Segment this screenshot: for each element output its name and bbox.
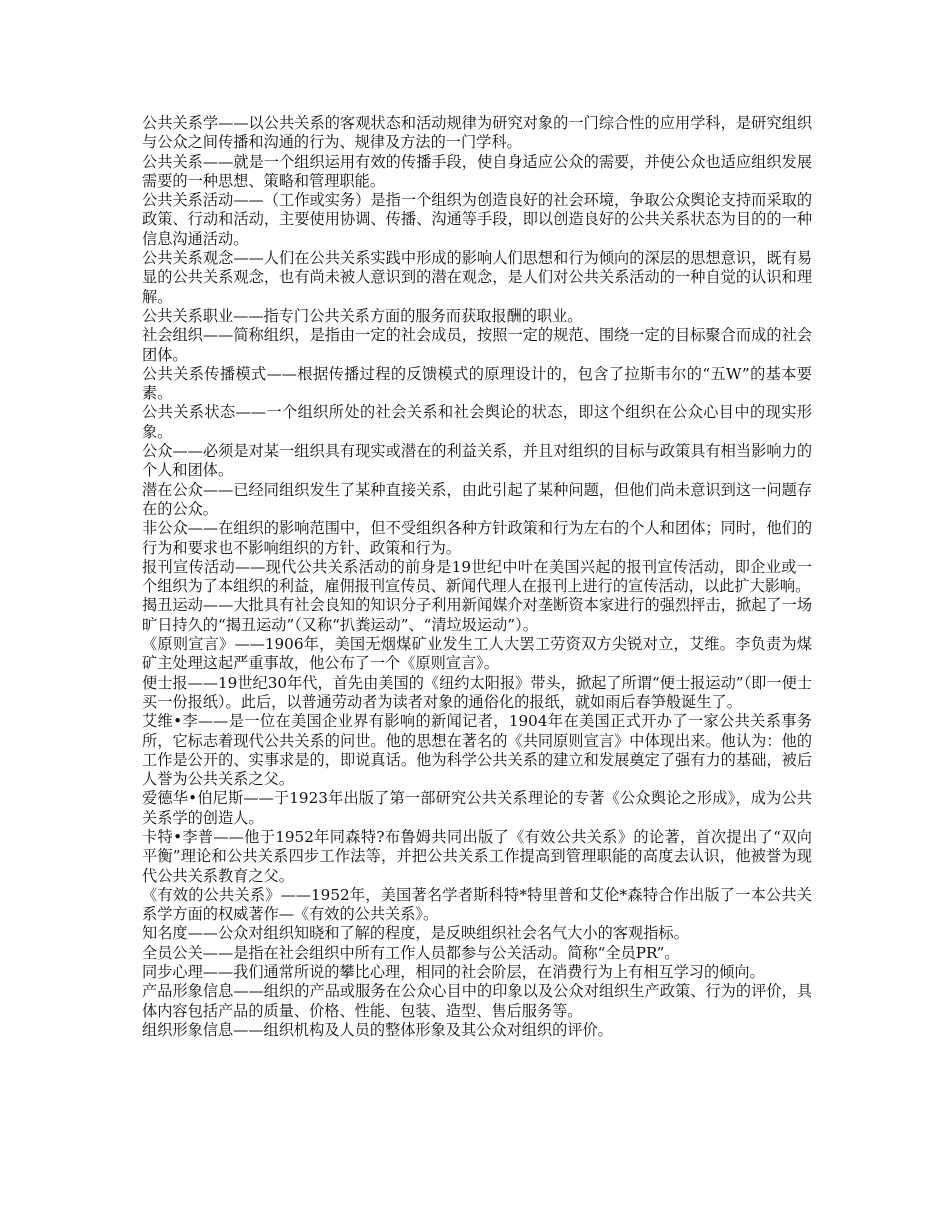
entry-latent-public: 潜在公众——已经同组织发生了某种直接关系，由此引起了某种问题，但他们尚未意识到这一问题存在的公众。: [142, 480, 812, 518]
entry-communication-model: 公共关系传播模式——根据传播过程的反馈模式的原理设计的，包含了拉斯韦尔的“五W”的基本要素。: [142, 364, 812, 403]
entry-edward-bernays: 爱德华•伯尼斯——于1923年出版了第一部研究公共关系理论的专著《公众舆论之形成》，成为公共关系学的创造人。: [142, 789, 812, 827]
entry-penny-press: 便士报——19世纪30年代，首先由美国的《纽约太阳报》带头，掀起了所谓“便士报运动”（即一便士买一份报纸）。此后，以普通劳动者为读者对象的通俗化的报纸，就如雨后春笋般诞生了。: [142, 673, 812, 711]
entry-product-image-information: 产品形象信息——组织的产品或服务在公众心目中的印象以及公众对组织生产政策、行为的评价，具体内容包括产品的质量、价格、性能、包装、造型、售后服务等。: [142, 982, 812, 1020]
entry-cutlip: 卡特•李普——他于1952年同森特?布鲁姆共同出版了《有效公共关系》的论著，首次提出了“双向平衡”理论和公共关系四步工作法等，并把公共关系工作提高到管理职能的高度去认识，他被誉为现代公共关系教育之父。: [142, 827, 812, 885]
entry-non-public: 非公众——在组织的影响范围中，但不受组织各种方针政策和行为左右的个人和团体；同时，他们的行为和要求也不影响组织的方针、政策和行为。: [142, 519, 812, 557]
entry-public-relations-state: 公共关系状态——一个组织所处的社会关系和社会舆论的状态，即这个组织在公众心目中的现实形象。: [142, 403, 812, 441]
entry-awareness: 知名度——公众对组织知晓和了解的程度，是反映组织社会名气大小的客观指标。: [142, 924, 689, 943]
entry-organization-image-information: 组织形象信息——组织机构及人员的整体形象及其公众对组织的评价。: [142, 1020, 613, 1039]
entry-public-relations-studies: 公共关系学——以公共关系的客观状态和活动规律为研究对象的一门综合性的应用学科，是研究组织与公众之间传播和沟通的行为、规律及方法的一门学科。: [142, 114, 812, 152]
entry-public-relations: 公共关系——就是一个组织运用有效的传播手段，使自身适应公众的需要，并使公众也适应组织发展需要的一种思想、策略和管理职能。: [142, 152, 812, 190]
entry-public-relations-concept: 公共关系观念——人们在公共关系实践中形成的影响人们思想和行为倾向的深层的思想意识，既有易显的公共关系观念，也有尚未被人意识到的潜在观念，是人们对公共关系活动的一种自觉的认识和理解。: [142, 249, 812, 306]
entry-muckraking: 揭丑运动——大批具有社会良知的知识分子利用新闻媒介对垄断资本家进行的强烈抨击，掀起了一场旷日持久的“揭丑运动”（又称“扒粪运动”、“清垃圾运动”）。: [142, 596, 812, 634]
entry-public-relations-activity: 公共关系活动——（工作或实务）是指一个组织为创造良好的社会环境，争取公众舆论支持而采取的政策、行动和活动，主要使用协调、传播、沟通等手段，即以创造良好的公共关系状态为目的的一种信息沟通活动。: [142, 191, 812, 248]
entry-social-organization: 社会组织——简称组织，是指由一定的社会成员，按照一定的规范、围绕一定的目标聚合而成的社会团体。: [142, 326, 812, 364]
entry-public-relations-profession: 公共关系职业——指专门公共关系方面的服务而获取报酬的职业。: [142, 306, 583, 325]
entry-total-pr: 全员公关——是指在社会组织中所有工作人员都参与公关活动。简称“全员PR”。: [142, 943, 680, 962]
document-body: [142, 114, 812, 1040]
entry-declaration-of-principles: 《原则宣言》——1906年，美国无烟煤矿业发生工人大罢工劳资双方尖锐对立，艾维。李负责为煤矿主处理这起严重事故，他公布了一个《原则宣言》。: [142, 635, 812, 673]
entry-public: 公众——必须是对某一组织具有现实或潜在的利益关系，并且对组织的目标与政策具有相当影响力的个人和团体。: [142, 442, 812, 480]
entry-ivy-lee: 艾维•李——是一位在美国企业界有影响的新闻记者，1904年在美国正式开办了一家公共关系事务所，它标志着现代公共关系的问世。他的思想在著名的《共同原则宣言》中体现出来。他认为：他的工作是公开的、实事求是的，即说真话。他为科学公共关系的建立和发展奠定了强有力的基础，被后人誉为公共关系之父。: [142, 712, 812, 789]
entry-effective-public-relations: 《有效的公共关系》——1952年，美国著名学者斯科特*特里普和艾伦*森特合作出版了一本公共关系学方面的权威著作—《有效的公共关系》。: [142, 885, 812, 924]
entry-synchronous-psychology: 同步心理——我们通常所说的攀比心理，相同的社会阶层，在消费行为上有相互学习的倾向。: [142, 963, 765, 982]
entry-press-agentry: 报刊宣传活动——现代公共关系活动的前身是19世纪中叶在美国兴起的报刊宣传活动，即企业或一个组织为了本组织的利益，雇佣报刊宣传员、新闻代理人在报刊上进行的宣传活动，以此扩大影响。: [142, 557, 812, 596]
